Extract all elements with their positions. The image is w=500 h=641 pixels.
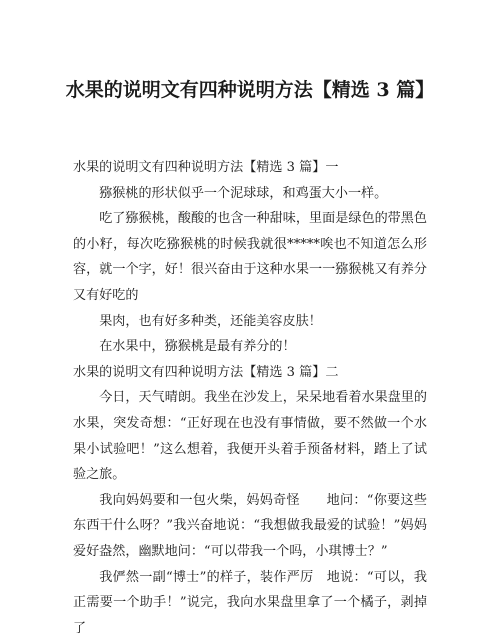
section-heading-2: 水果的说明文有四种说明方法【精选 3 篇】二 bbox=[73, 360, 427, 386]
paragraph: 今日，天气晴朗。我坐在沙发上，呆呆地看着水果盘里的水果，突发奇想：“正好现在也没有事情做，要不然做一个水果小试验吧！”这么想着，我便开头着手预备材料，踏上了试验之旅。 bbox=[73, 385, 427, 487]
section-heading-1: 水果的说明文有四种说明方法【精选 3 篇】一 bbox=[73, 155, 427, 181]
paragraph: 吃了猕猴桃，酸酸的也含一种甜味，里面是绿色的带黑色的小籽，每次吃猕猴桃的时候我就很*****唉也不知道怎么形容，就一个字，好！很兴奋由于这种水果一一猕猴桃又有养分又有好吃的 bbox=[73, 206, 427, 308]
paragraph: 猕猴桃的形状似乎一个泥球球，和鸡蛋大小一样。 bbox=[73, 181, 427, 207]
document-body bbox=[73, 155, 427, 641]
paragraph: 我向妈妈要和一包火柴，妈妈奇怪 地问：“你要这些东西干什么呀？”我兴奋地说：“我想做我最爱的试验！”妈妈爱好盎然，幽默地问：“可以带我一个吗，小琪博士？” bbox=[73, 488, 427, 565]
document-title: 水果的说明文有四种说明方法【精选 3 篇】 bbox=[40, 76, 460, 105]
paragraph: 果肉，也有好多种类，还能美容皮肤！ bbox=[73, 309, 427, 335]
paragraph: 在水果中，猕猴桃是最有养分的！ bbox=[73, 334, 427, 360]
paragraph: 我俨然一副“博士”的样子，装作严厉 地说：“可以，我正需要一个助手！”说完，我向水果盘里拿了一个橘子，剥掉了 bbox=[73, 565, 427, 641]
